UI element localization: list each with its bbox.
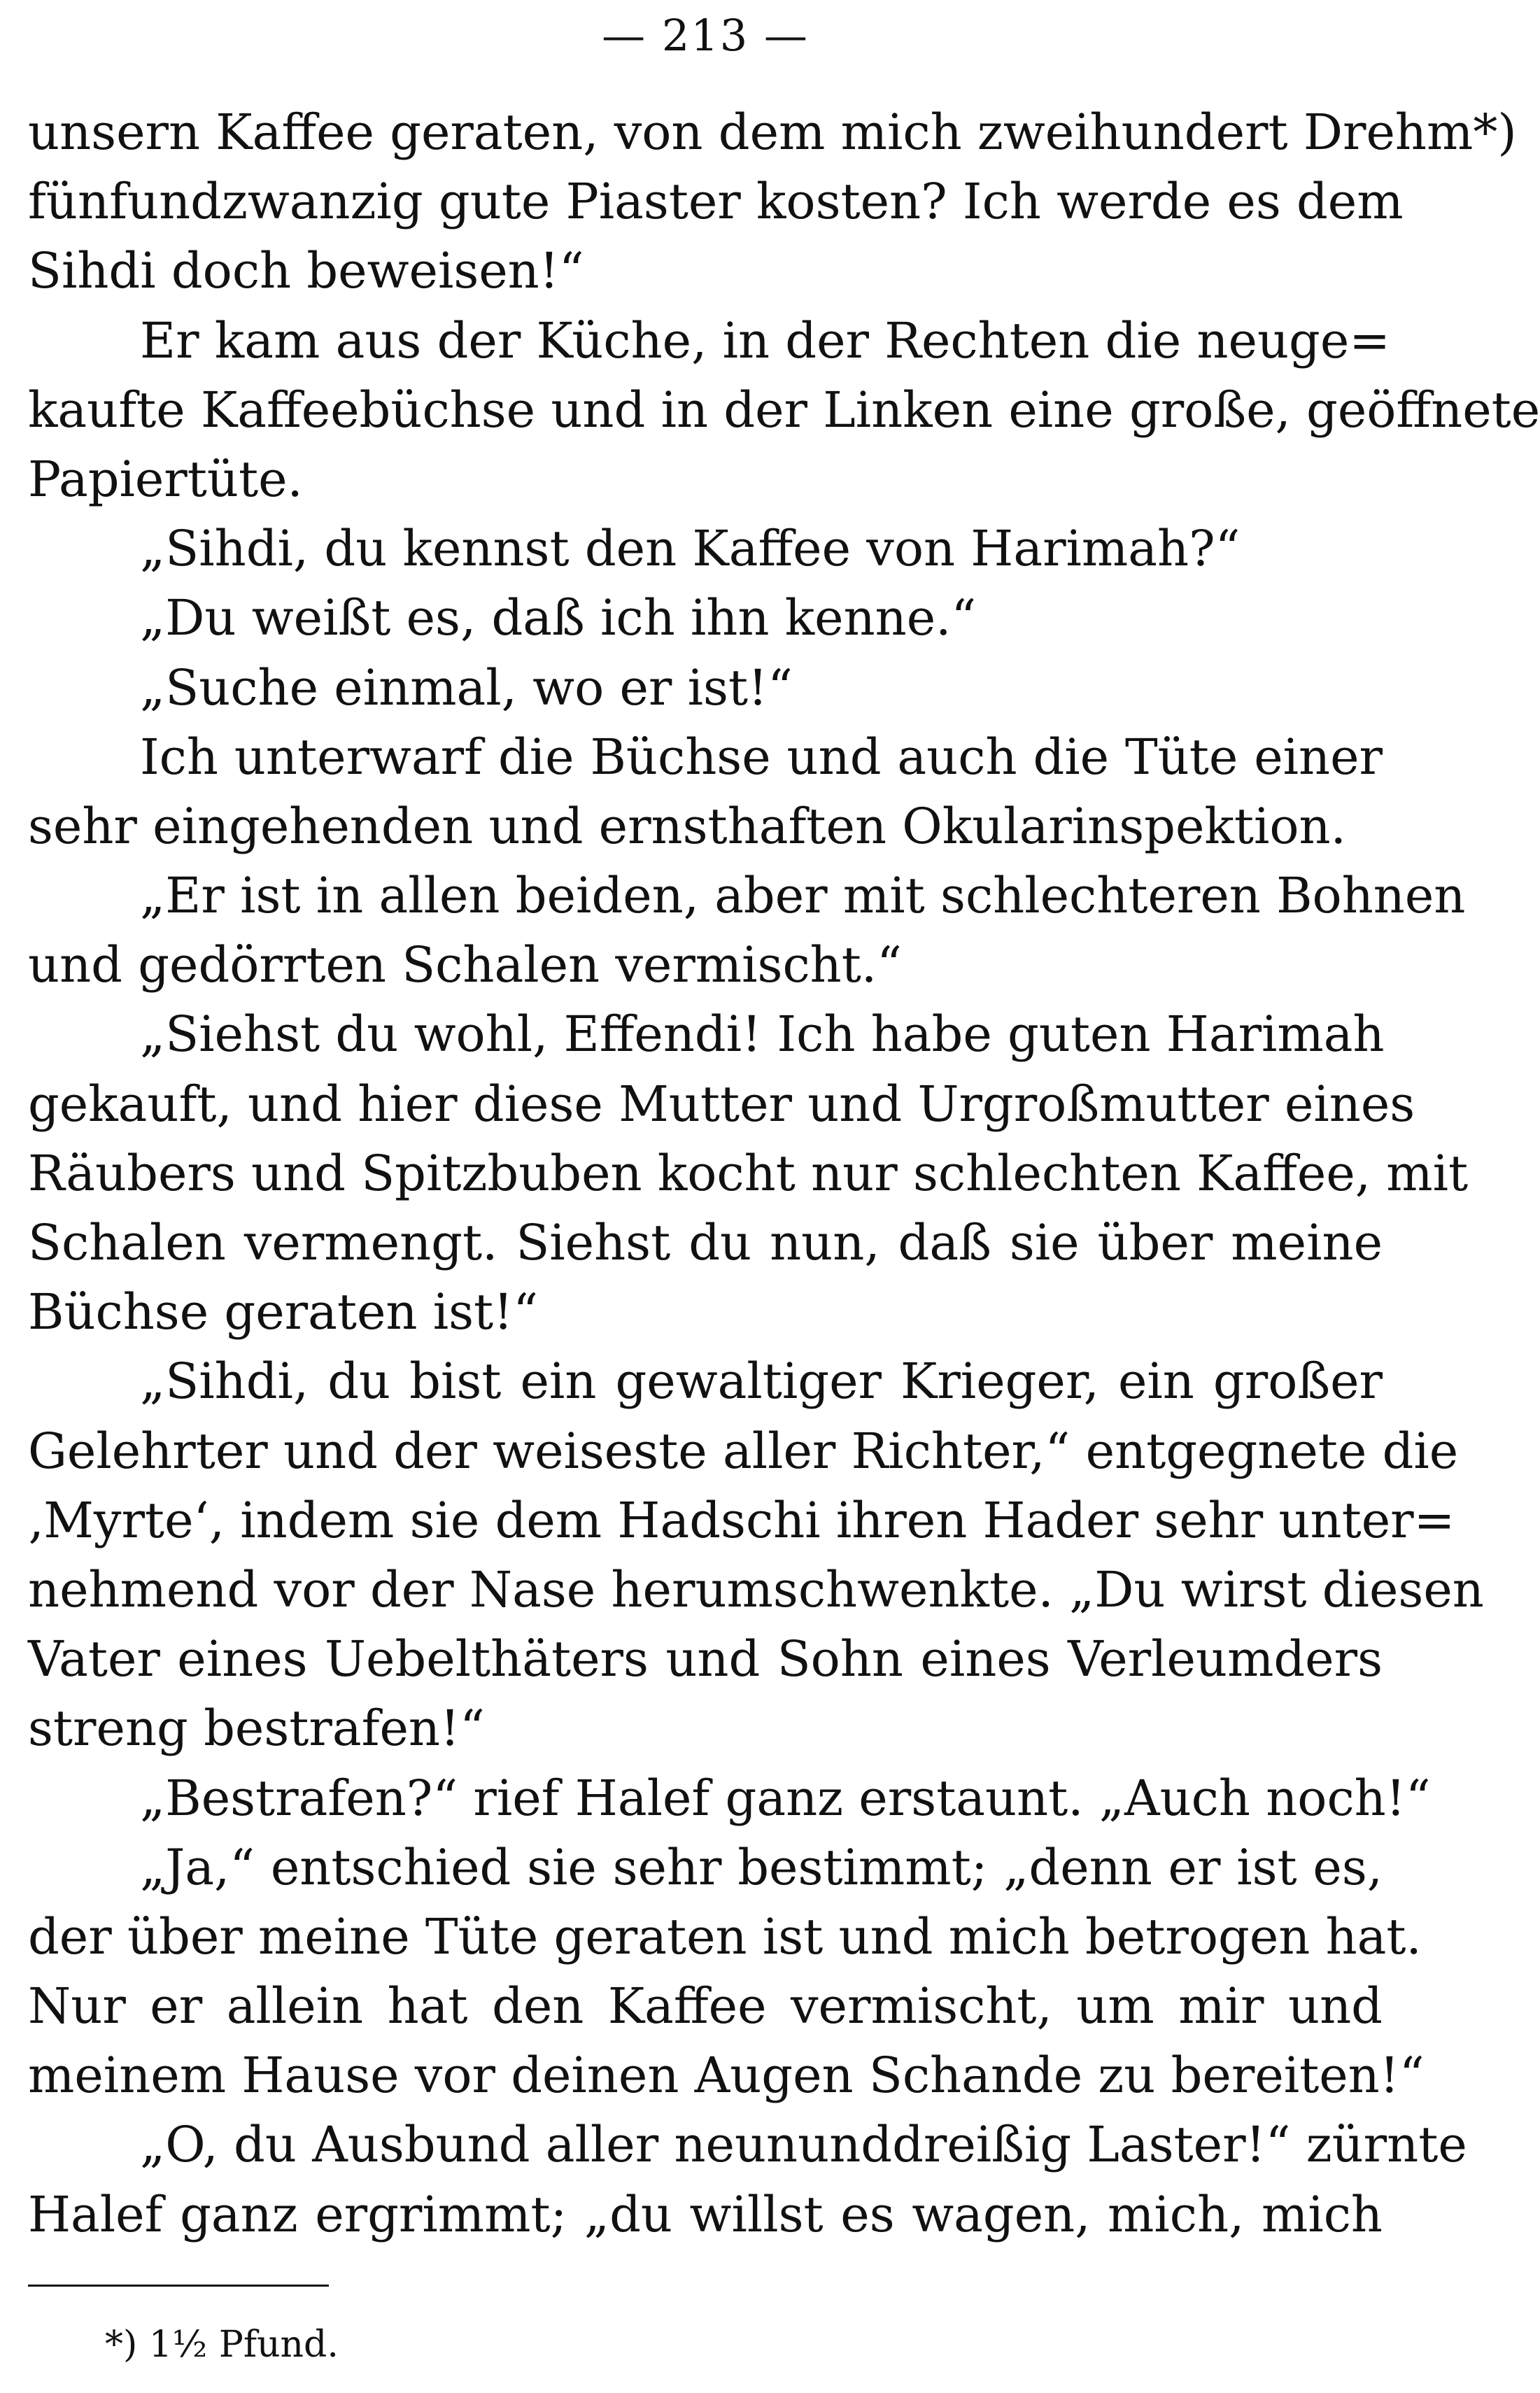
- text-line: der über meine Tüte geraten ist und mich betrogen hat.: [28, 1907, 1422, 1965]
- text-line: „Sihdi, du bist ein gewaltiger Krieger, ein großer: [140, 1353, 1383, 1411]
- page-number: — 213 —: [602, 10, 809, 61]
- text-line: Nur er allein hat den Kaffee vermischt, um mir und: [28, 1977, 1383, 2035]
- text-line: Schalen vermengt. Siehst du nun, daß sie über meine: [28, 1214, 1383, 1271]
- text-line: Büchse geraten ist!“: [28, 1283, 539, 1341]
- text-line: „Ja,“ entschied sie sehr bestimmt; „denn er ist es,: [140, 1838, 1383, 1896]
- text-line: „Siehst du wohl, Effendi! Ich habe guten Harimah: [140, 1005, 1385, 1064]
- text-line: „Suche einmal, wo er ist!“: [140, 658, 793, 717]
- text-line: unsern Kaffee geraten, von dem mich zweihundert Drehm*): [28, 104, 1517, 161]
- text-line: „Sihdi, du kennst den Kaffee von Harimah?“: [140, 520, 1241, 578]
- body-text: [28, 98, 1540, 2250]
- text-line: ‚Myrte‘, indem sie dem Hadschi ihren Hader sehr unter=: [28, 1491, 1455, 1549]
- text-line: „O, du Ausbund aller neununddreißig Laster!“ zürnte: [140, 2116, 1467, 2174]
- text-line: kaufte Kaffeebüchse und in der Linken eine große, geöffnete: [28, 381, 1540, 439]
- text-line: und gedörrten Schalen vermischt.“: [28, 936, 902, 994]
- text-line: „Du weißt es, daß ich ihn kenne.“: [140, 589, 977, 647]
- text-line: Papiertüte.: [28, 450, 303, 508]
- text-line: sehr eingehenden und ernsthaften Okularinspektion.: [28, 797, 1346, 855]
- text-line: fünfundzwanzig gute Piaster kosten? Ich werde es dem: [28, 173, 1404, 231]
- footnote: *) 1½ Pfund.: [105, 2324, 339, 2366]
- text-line: streng bestrafen!“: [28, 1700, 485, 1758]
- footnote-rule: [28, 2285, 329, 2287]
- text-line: Sihdi doch beweisen!“: [28, 242, 584, 300]
- text-line: Halef ganz ergrimmt; „du willst es wagen, mich, mich: [28, 2185, 1383, 2243]
- text-line: Gelehrter und der weiseste aller Richter,“ entgegnete die: [28, 1422, 1459, 1480]
- text-line: Ich unterwarf die Büchse und auch die Tüte einer: [140, 728, 1383, 786]
- text-line: Räubers und Spitzbuben kocht nur schlechten Kaffee, mit: [28, 1144, 1469, 1202]
- text-line: Vater eines Uebelthäters und Sohn eines Verleumders: [28, 1630, 1383, 1688]
- text-line: meinem Hause vor deinen Augen Schande zu bereiten!“: [28, 2047, 1425, 2105]
- text-line: Er kam aus der Küche, in der Rechten die neuge=: [140, 311, 1390, 369]
- text-line: „Er ist in allen beiden, aber mit schlechteren Bohnen: [140, 867, 1466, 925]
- text-line: gekauft, und hier diese Mutter und Urgroßmutter eines: [28, 1075, 1415, 1133]
- text-line: „Bestrafen?“ rief Halef ganz erstaunt. „Auch noch!“: [140, 1769, 1431, 1827]
- text-line: nehmend vor der Nase herumschwenkte. „Du wirst diesen: [28, 1560, 1484, 1618]
